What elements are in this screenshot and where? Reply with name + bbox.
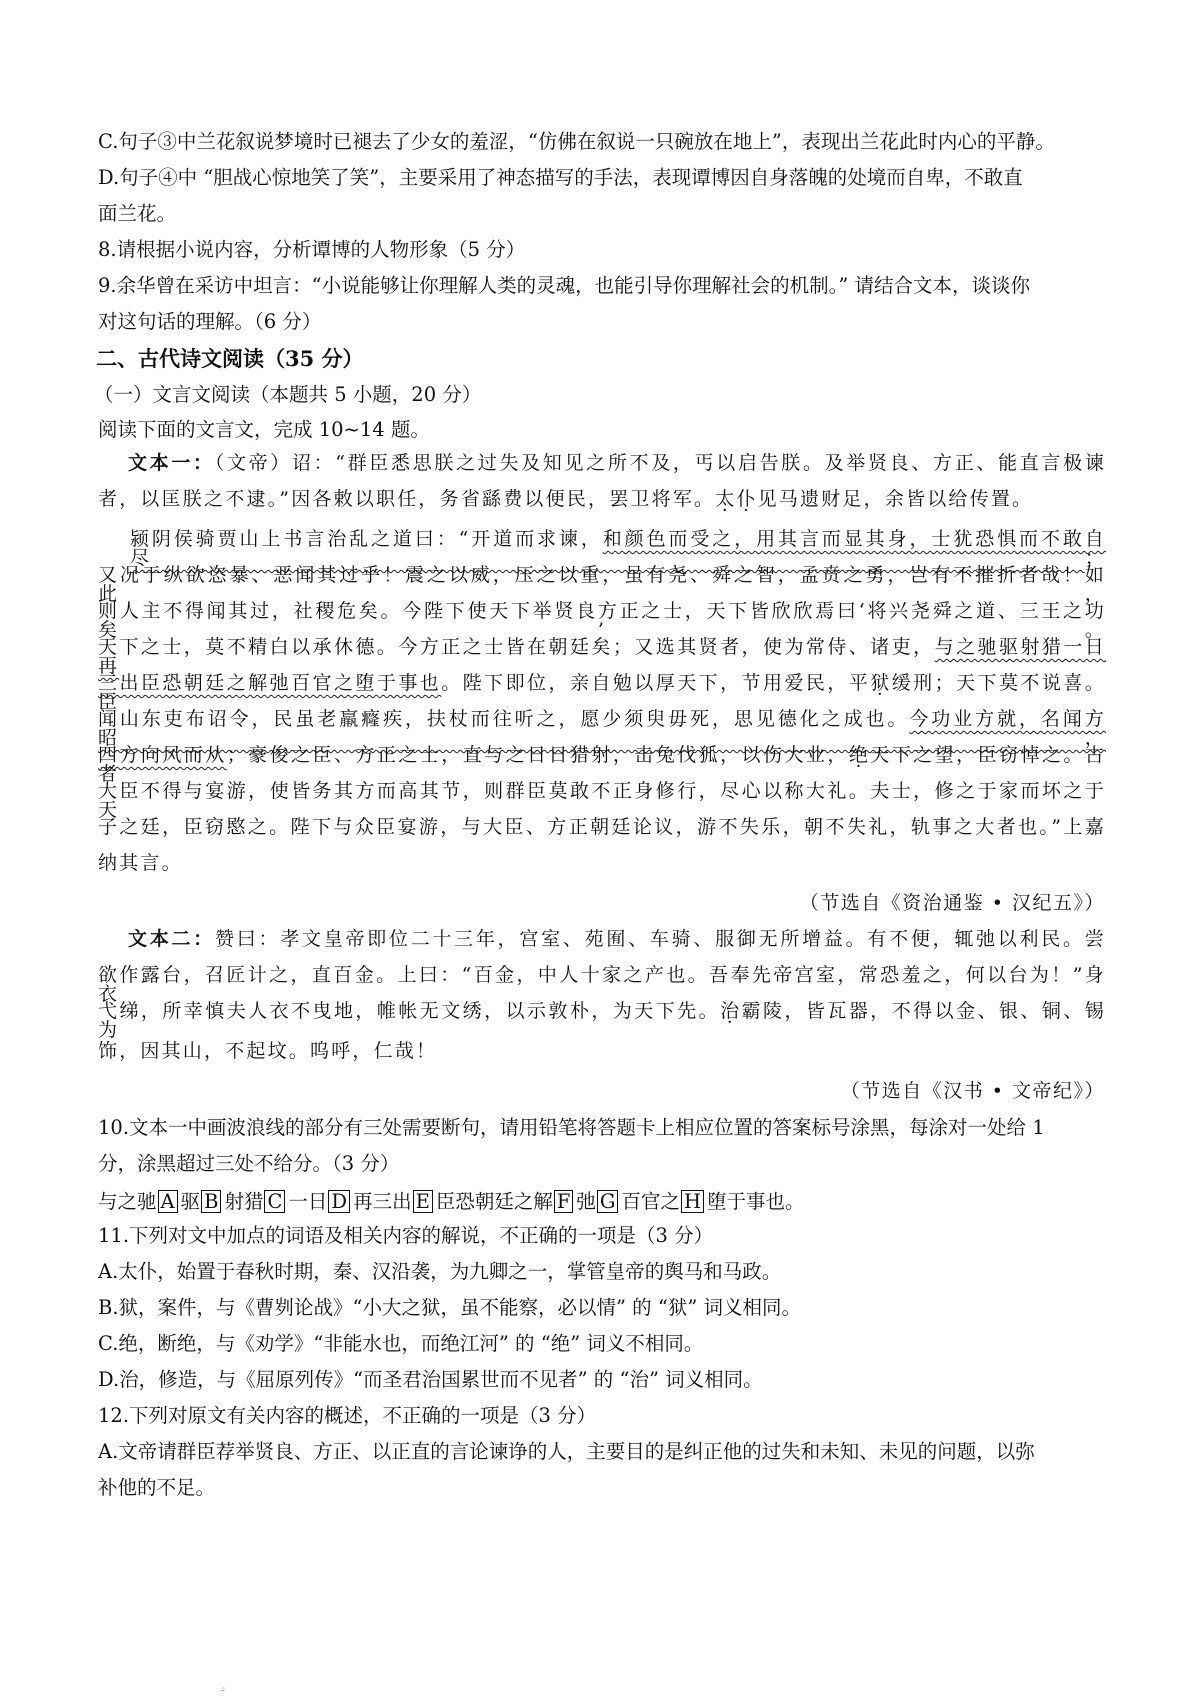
question-9-line-1: 9.余华曾在采访中坦言：“小说能够让你理解人类的灵魂，也能引导你理解社会的机制。” 请结合文本，谈谈你 bbox=[98, 274, 1030, 297]
source-citation-1: （节选自《资治通鉴 • 汉纪五》） bbox=[799, 892, 1105, 914]
source-citation-2: （节选自《汉书 • 文帝纪》） bbox=[840, 1080, 1105, 1102]
text-two-line-2: 欲作露台，召匠计之，直百金。上曰：“百金，中人十家之产也。吾奉先帝宫室，常恐羞之，何以台为！”身衣 bbox=[98, 964, 1106, 1005]
text-two-line-4: 饰，因其山，不起坟。呜呼，仁哉！ bbox=[98, 1040, 438, 1062]
wavy-underline-text: 今功业方就，名闻方昭， bbox=[98, 708, 1106, 749]
subsection-heading: （一）文言文阅读（本题共 5 小题，20 分） bbox=[94, 383, 482, 406]
segment: 再三出 bbox=[353, 1190, 412, 1213]
wavy-underline-text: 三出臣恐朝廷之解弛百官之堕于事也 bbox=[98, 672, 442, 694]
dotted-char: 绝 bbox=[848, 744, 871, 766]
segment: 一日 bbox=[288, 1190, 328, 1213]
break-option-box[interactable]: C bbox=[264, 1190, 285, 1213]
break-option-box[interactable]: H bbox=[681, 1190, 704, 1213]
question-8: 8.请根据小说内容，分析谭博的人物形象（5 分） bbox=[98, 238, 526, 261]
text-one-label: 文本一： bbox=[128, 452, 215, 474]
passage-line: 闻山东吏布诏令，民虽老羸癃疾，扶杖而往听之，愿少须臾毋死，思见德化之成也。今功业方就，名闻方昭， bbox=[98, 708, 1106, 749]
segment: 射猎 bbox=[224, 1190, 264, 1213]
question-11-option-b: B.狱，案件，与《曹刿论战》“小大之狱，虽不能察，必以情” 的 “狱” 词义相同。 bbox=[98, 1296, 802, 1319]
break-option-box[interactable]: G bbox=[597, 1190, 619, 1213]
reading-instruction: 阅读下面的文言文，完成 10~14 题。 bbox=[98, 418, 430, 441]
section-heading: 二、古代诗文阅读（35 分） bbox=[96, 346, 364, 371]
wavy-underline-text: 四方向风而从 bbox=[98, 744, 227, 766]
passage-line: 三出臣恐朝廷之解弛百官之堕于事也。陛下即位，亲自勉以厚天下，节用爱民，平狱缓刑；天下莫不说喜。臣 bbox=[98, 672, 1106, 713]
question-9-line-2: 对这句话的理解。（6 分） bbox=[98, 310, 322, 333]
option-d-line-2: 面兰花。 bbox=[98, 202, 177, 225]
dotted-char: 太 bbox=[715, 488, 737, 510]
break-option-box[interactable]: B bbox=[201, 1190, 221, 1213]
question-12-option-a-line-2: 补他的不足。 bbox=[98, 1476, 216, 1499]
passage-line: 则人主不得闻其过，社稷危矣。今陛下使天下举贤良方正之士，天下皆欣欣焉曰‘将兴尧舜之道、三王之功矣’。 bbox=[98, 600, 1106, 641]
question-12-option-a-line-1: A.文帝请群臣荐举贤良、方正、以正直的言论谏诤的人，主要目的是纠正他的过失和未知、未见的问题，以弥 bbox=[98, 1440, 1035, 1463]
sentence-break-options bbox=[98, 1190, 805, 1213]
option-c-line: C.句子③中兰花叙说梦境时已褪去了少女的羞涩，“仿佛在叙说一只碗放在地上”，表现出兰花此时内心的平静。 bbox=[98, 130, 1055, 153]
segment: 与之驰 bbox=[98, 1190, 157, 1213]
footer-mark: .: bbox=[220, 1684, 226, 1693]
break-option-box[interactable]: E bbox=[413, 1190, 433, 1213]
break-option-box[interactable]: A bbox=[158, 1190, 178, 1213]
text-two-label: 文本二： bbox=[128, 928, 215, 950]
wavy-underline-text: 与之驰驱射猎一日再 bbox=[98, 636, 1106, 677]
passage-line: 四方向风而从；豪俊之臣、方正之士，直与之日日猎射，击兔伐狐，以伤大业，绝天下之望，臣窃悼之。古者 bbox=[98, 744, 1106, 785]
passage-line: 纳其言。 bbox=[98, 852, 183, 874]
segment: 臣恐朝廷之解 bbox=[435, 1190, 553, 1213]
question-12: 12.下列对原文有关内容的概述，不正确的一项是（3 分） bbox=[98, 1404, 597, 1427]
text-one-line-2: 者，以匡朕之不逮。”因各敕以职任，务省繇费以便民，罢卫将军。太仆见马遗财足，余皆以给传置。 bbox=[98, 488, 1034, 510]
wavy-underline-text: 和颜色而受之，用其言而显其身，士犹恐惧而不敢自尽 bbox=[130, 528, 1106, 569]
passage-line: 颍阴侯骑贾山上书言治乱之道曰：“开道而求谏，和颜色而受之，用其言而显其身，士犹恐惧而不敢自尽； bbox=[130, 528, 1106, 569]
break-option-box[interactable]: F bbox=[554, 1190, 574, 1213]
dotted-char: 狱 bbox=[870, 672, 892, 694]
passage-line: 大臣不得与宴游，使皆务其方而高其节，则群臣莫敢不正身修行，尽心以称大礼。夫士，修之于家而坏之于天 bbox=[98, 780, 1106, 821]
question-11: 11.下列对文中加点的词语及相关内容的解说，不正确的一项是（3 分） bbox=[98, 1224, 714, 1247]
question-10-line-2: 分，涂黑超过三处不给分。（3 分） bbox=[98, 1152, 400, 1175]
segment: 弛 bbox=[576, 1190, 596, 1213]
text-one-line-1: 文本一：（文帝）诏：“群臣悉思朕之过失及知见之所不及，丐以启告朕。及举贤良、方正、能直言极谏 bbox=[128, 452, 1106, 474]
text-two-line-1: 文本二：赞曰：孝文皇帝即位二十三年，宫室、苑囿、车骑、服御无所增益。有不便，辄弛以利民。尝 bbox=[128, 928, 1106, 950]
text-two-line-3: 弋绨，所幸慎夫人衣不曳地，帷帐无文绣，以示敦朴，为天下先。治霸陵，皆瓦器，不得以金、银、铜、锡为 bbox=[98, 1000, 1106, 1041]
passage-line: 子之廷，臣窃愍之。陛下与众臣宴游，与大臣、方正朝廷论议，游不失乐，朝不失礼，轨事之大者也。”上嘉 bbox=[98, 816, 1106, 838]
option-d-line-1: D.句子④中 “胆战心惊地笑了笑”，主要采用了神态描写的手法，表现谭博因自身落魄的处境而自卑，不敢直 bbox=[98, 166, 1023, 189]
passage-line: 又况于纵欲恣暴、恶闻其过乎！震之以威，压之以重，虽有尧、舜之智，孟贲之勇，岂有不摧折者哉！如此， bbox=[98, 564, 1106, 605]
segment: 驱 bbox=[180, 1190, 201, 1213]
question-10-line-1: 10.文本一中画波浪线的部分有三处需要断句，请用铅笔将答题卡上相应位置的答案标号涂黑，每涂对一处给 1 bbox=[98, 1116, 1045, 1139]
question-11-option-d: D.治，修造，与《屈原列传》“而圣君治国累世而不见者” 的 “治” 词义相同。 bbox=[98, 1368, 763, 1391]
dotted-char: 仆 bbox=[736, 488, 758, 510]
passage-line: 天下之士，莫不精白以承休德。今方正之士皆在朝廷矣；又选其贤者，使为常侍、诸吏，与之驰驱射猎一日再 bbox=[98, 636, 1106, 677]
question-11-option-c: C.绝，断绝，与《劝学》“非能水也，而绝江河” 的 “绝” 词义不相同。 bbox=[98, 1332, 704, 1355]
break-option-box[interactable]: D bbox=[328, 1190, 350, 1213]
question-11-option-a: A.太仆，始置于春秋时期，秦、汉沿袭，为九卿之一，掌管皇帝的舆马和马政。 bbox=[98, 1260, 782, 1283]
segment: 百官之 bbox=[621, 1190, 680, 1213]
dotted-char: 治 bbox=[720, 1000, 742, 1022]
segment: 堕于事也。 bbox=[707, 1190, 805, 1213]
